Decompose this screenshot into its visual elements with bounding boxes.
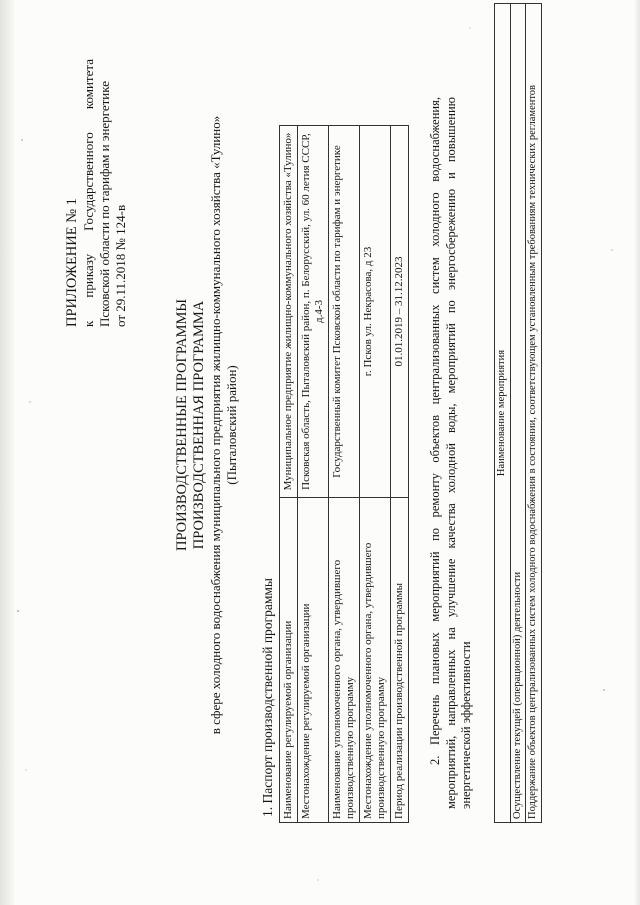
measures-header-cell: Наименование мероприятия — [495, 4, 511, 823]
passport-value: 01.01.2019 – 31.12.2023 — [391, 126, 409, 498]
appendix-title: ПРИЛОЖЕНИЕ № 1 — [64, 198, 80, 327]
heading-program-subject: в сфере холодного водоснабжения муниципального предприятия жилищно-коммунального хозяйства «Тулино» — [208, 115, 223, 735]
table-header-row — [495, 4, 511, 823]
measures-section-title: 2. Перечень плановых мероприятий по ремонту объектов централизованных систем холодного водоснабжения, мероприятий, направленных на улучшение качества холодной воды, мероприятий по энергосбережению и повышению энергетической эффективности — [428, 97, 473, 809]
appendix-block — [64, 59, 129, 327]
program-heading — [174, 75, 240, 775]
passport-table — [279, 125, 409, 823]
heading-programs-title: ПРОИЗВОДСТВЕННЫЕ ПРОГРАММЫ — [174, 298, 190, 552]
table-row — [360, 126, 391, 823]
passport-value: Государственный комитет Псковской области по тарифам и энергетике — [329, 126, 360, 498]
appendix-date-line: от 29.11.2018 № 124-в — [113, 204, 128, 327]
passport-label: Период реализации производственной программы — [391, 498, 409, 823]
heading-program-title: ПРОИЗВОДСТВЕННАЯ ПРОГРАММА — [191, 300, 207, 550]
measures-table — [494, 3, 542, 823]
passport-value: г. Псков ул. Некрасова, д 23 — [360, 126, 391, 498]
passport-value: Муниципальное предприятие жилищно-коммунального хозяйства «Тулино» — [280, 126, 298, 498]
appendix-committee-line: Псковской области по тарифам и энергетике — [97, 80, 112, 327]
table-row — [526, 4, 542, 823]
passport-section-title: 1. Паспорт производственной программы — [260, 578, 275, 817]
measures-cell: Осуществление текущей (операционной) деятельности — [510, 4, 526, 823]
table-row — [329, 126, 360, 823]
table-row — [391, 126, 409, 823]
heading-program-district: (Пыталовский район) — [224, 365, 239, 485]
table-row — [298, 126, 329, 823]
measures-section-title-block — [428, 97, 475, 809]
table-row — [280, 126, 298, 823]
passport-label: Местонахождение уполномоченного органа, утвердившего производственную программу — [360, 498, 391, 823]
passport-label: Наименование уполномоченного органа, утвердившего производственную программу — [329, 498, 360, 823]
passport-label: Местонахождение регулируемой организации — [298, 498, 329, 823]
appendix-order-line: к приказу Государственного комитета — [81, 59, 96, 327]
measures-cell: Поддержание объектов централизованных систем холодного водоснабжения в состоянии, соответствующем установленным требованиям технических регламентов — [526, 4, 542, 823]
passport-value: Псковская область, Пыталовский район, п. Белорусский, ул. 60 летия СССР, д.4-3 — [298, 126, 329, 498]
table-row — [510, 4, 526, 823]
passport-label: Наименование регулируемой организации — [280, 498, 298, 823]
